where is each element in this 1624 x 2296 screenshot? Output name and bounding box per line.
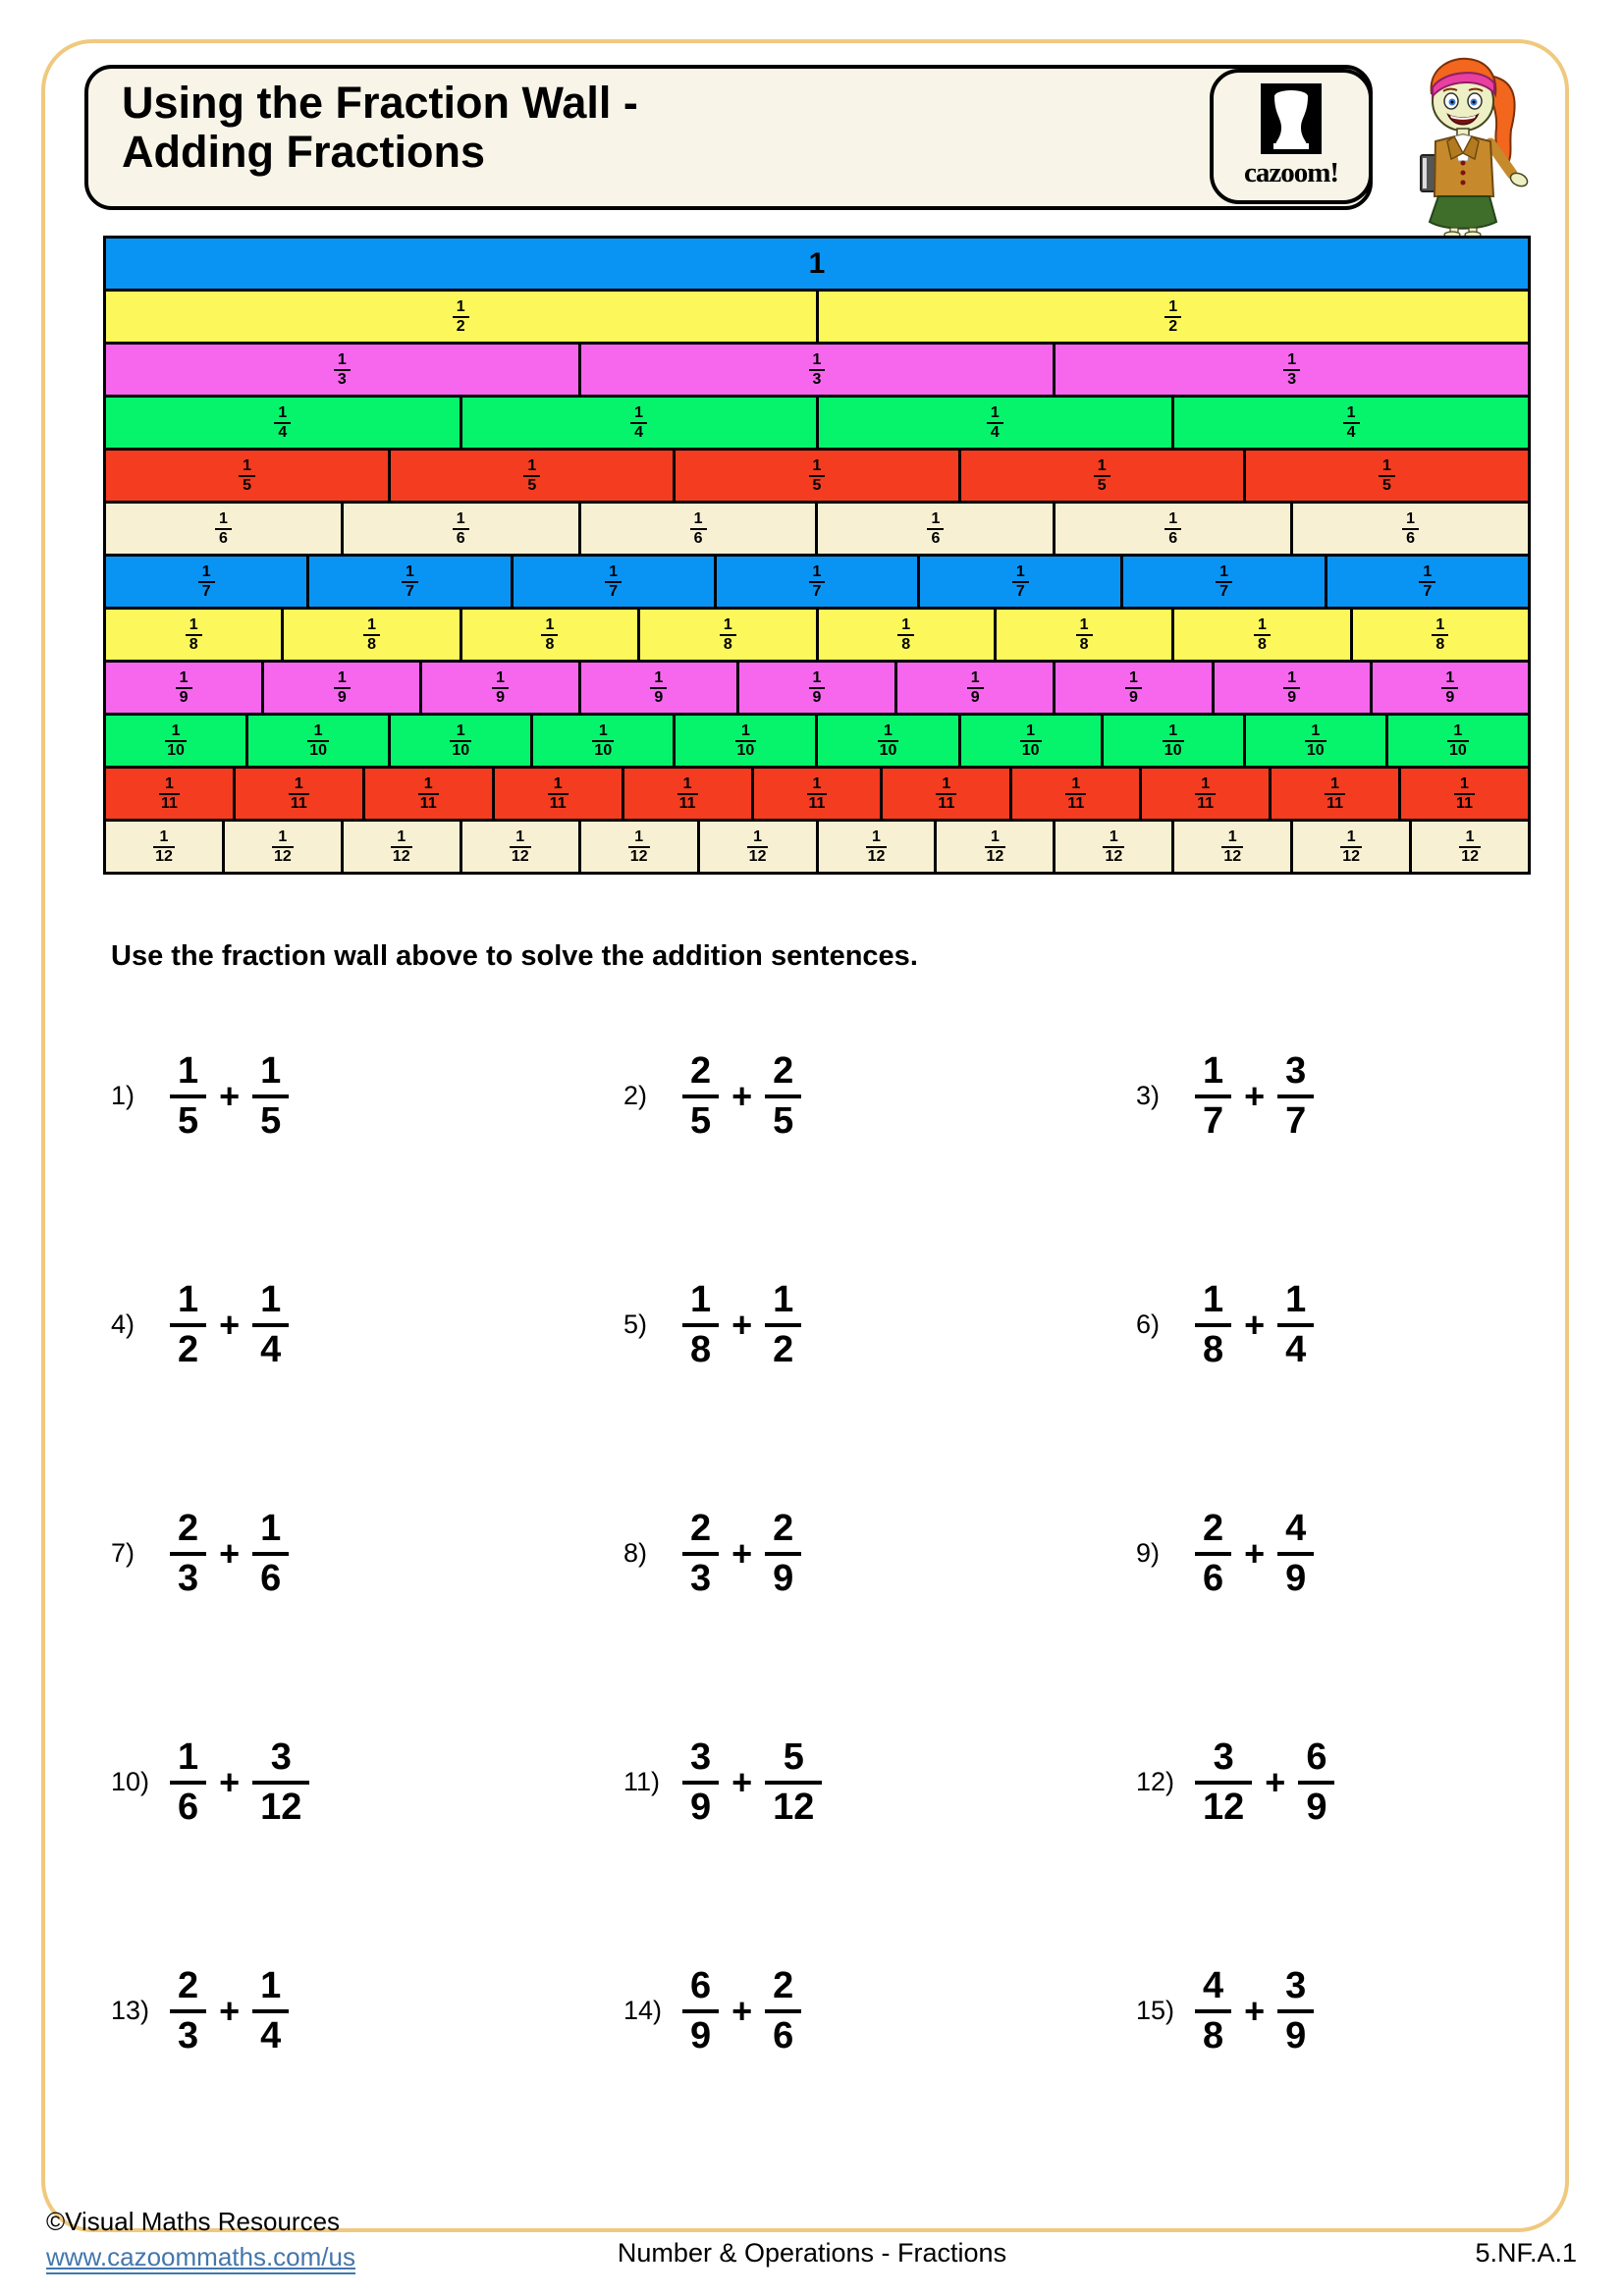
plus-sign: + [219, 1532, 241, 1574]
fraction-b: $\frac{3}{7}$ [1277, 1052, 1314, 1141]
fraction-cell-1-11 [236, 769, 365, 819]
fraction-a: $\frac{3}{9}$ [682, 1738, 719, 1827]
problem-14 [623, 1964, 1136, 2056]
whole-label: 1 [808, 246, 826, 280]
fraction-cell-1-11 [624, 769, 754, 819]
cell-fraction-label: $\frac{1}{2}$ [1164, 299, 1181, 335]
cazoom-logo [1210, 69, 1373, 204]
cell-fraction-label: $\frac{1}{4}$ [630, 405, 647, 441]
fraction-cell-1-6 [818, 504, 1056, 554]
cazoom-logo-text: cazoom! [1243, 157, 1339, 188]
cell-fraction-label: $\frac{1}{4}$ [1343, 405, 1360, 441]
cell-fraction-label: $\frac{1}{10}$ [452, 721, 470, 759]
fraction-cell-1-6 [106, 504, 344, 554]
fraction-a: $\frac{1}{2}$ [170, 1281, 206, 1369]
fraction-a: $\frac{1}{7}$ [1195, 1052, 1231, 1141]
fraction-cell-1-12 [819, 822, 938, 872]
fraction-cell-1-9 [422, 663, 580, 713]
cell-fraction-label: $\frac{1}{8}$ [363, 617, 380, 653]
fraction-cell-1-10 [676, 716, 818, 766]
fraction-cell-1-11 [1401, 769, 1528, 819]
problem-6 [1136, 1278, 1486, 1370]
cell-fraction-label: $\frac{1}{12}$ [629, 828, 648, 865]
fraction-cell-1-8 [640, 610, 818, 660]
problem-1 [111, 1049, 623, 1142]
problem-number: 4) [111, 1309, 135, 1339]
fraction-b: $\frac{4}{9}$ [1277, 1510, 1314, 1598]
fraction-cell-1-10 [1104, 716, 1246, 766]
fraction-cell-1-4 [819, 398, 1175, 448]
cell-fraction-label: $\frac{1}{4}$ [274, 405, 291, 441]
fraction-a: $\frac{3}{12}$ [1195, 1738, 1252, 1827]
fraction-a: $\frac{1}{8}$ [1195, 1281, 1231, 1369]
fraction-cell-1-12 [462, 822, 581, 872]
problem-13 [111, 1964, 623, 2056]
cell-fraction-label: $\frac{1}{5}$ [1094, 458, 1110, 494]
fraction-cell-1-9 [897, 663, 1056, 713]
problems-grid [111, 982, 1486, 2125]
cell-fraction-label: $\frac{1}{11}$ [678, 774, 696, 812]
cell-fraction-label: $\frac{1}{12}$ [392, 828, 410, 865]
cazoom-goblet-icon [1261, 83, 1322, 154]
fraction-wall-row-6 [106, 504, 1528, 557]
problem-8 [623, 1507, 1136, 1599]
fraction-b: $\frac{1}{4}$ [252, 1281, 289, 1369]
cell-fraction-label: $\frac{1}{8}$ [186, 617, 202, 653]
cell-fraction-label: $\frac{1}{11}$ [938, 774, 955, 812]
fraction-cell-1-12 [344, 822, 462, 872]
fraction-cell-1-7 [309, 557, 513, 607]
problem-number: 15) [1136, 1996, 1175, 2025]
fraction-cell-1-10 [106, 716, 248, 766]
footer-copyright: ©Visual Maths Resources [46, 2207, 341, 2236]
cell-fraction-label: $\frac{1}{9}$ [1283, 670, 1300, 706]
cell-fraction-label: $\frac{1}{12}$ [1342, 828, 1361, 865]
cell-fraction-label: $\frac{1}{12}$ [1461, 828, 1479, 865]
problem-3 [1136, 1049, 1486, 1142]
fraction-wall-row-11 [106, 769, 1528, 822]
cell-fraction-label: $\frac{1}{9}$ [809, 670, 826, 706]
fraction-cell-1-12 [1293, 822, 1412, 872]
plus-sign: + [731, 1761, 753, 1802]
cell-fraction-label: $\frac{1}{5}$ [1379, 458, 1395, 494]
fraction-cell-1-12 [225, 822, 344, 872]
cell-fraction-label: $\frac{1}{10}$ [1164, 721, 1182, 759]
plus-sign: + [219, 1990, 241, 2031]
fraction-wall-row-7 [106, 557, 1528, 610]
fraction-cell-1-6 [1293, 504, 1528, 554]
fraction-wall-row-3 [106, 345, 1528, 398]
problem-10 [111, 1735, 623, 1828]
fraction-b: $\frac{1}{2}$ [765, 1281, 801, 1369]
fraction-cell-1-4 [1174, 398, 1528, 448]
fraction-cell-1-11 [754, 769, 884, 819]
page-title-line1: Using the Fraction Wall - [122, 78, 638, 128]
cell-fraction-label: $\frac{1}{8}$ [720, 617, 736, 653]
cell-fraction-label: $\frac{1}{12}$ [511, 828, 529, 865]
fraction-cell-1-7 [514, 557, 717, 607]
fraction-cell-1-1 [106, 239, 1528, 289]
fraction-cell-1-10 [391, 716, 533, 766]
cell-fraction-label: $\frac{1}{6}$ [1402, 511, 1419, 547]
page-title-line2: Adding Fractions [122, 127, 485, 178]
fraction-cell-1-8 [1174, 610, 1352, 660]
fraction-cell-1-12 [1412, 822, 1528, 872]
fraction-a: $\frac{2}{3}$ [170, 1967, 206, 2056]
fraction-wall-row-1 [106, 239, 1528, 292]
fraction-cell-1-12 [1056, 822, 1174, 872]
fraction-b: $\frac{2}{5}$ [765, 1052, 801, 1141]
fraction-cell-1-7 [1123, 557, 1326, 607]
fraction-b: $\frac{3}{12}$ [252, 1738, 309, 1827]
problem-number: 5) [623, 1309, 648, 1339]
fraction-cell-1-9 [264, 663, 422, 713]
fraction-cell-1-11 [365, 769, 495, 819]
plus-sign: + [731, 1075, 753, 1116]
cell-fraction-label: $\frac{1}{10}$ [1448, 721, 1467, 759]
fraction-b: $\frac{2}{6}$ [765, 1967, 801, 2056]
cell-fraction-label: $\frac{1}{11}$ [160, 774, 178, 812]
fraction-a: $\frac{6}{9}$ [682, 1967, 719, 2056]
cell-fraction-label: $\frac{1}{11}$ [419, 774, 437, 812]
cell-fraction-label: $\frac{1}{4}$ [987, 405, 1003, 441]
problem-7 [111, 1507, 623, 1599]
fraction-b: $\frac{1}{4}$ [1277, 1281, 1314, 1369]
fraction-cell-1-10 [818, 716, 960, 766]
plus-sign: + [219, 1761, 241, 1802]
fraction-wall-row-10 [106, 716, 1528, 769]
problem-number: 6) [1136, 1309, 1161, 1339]
footer-website-link[interactable]: www.cazoommaths.com/us [46, 2242, 355, 2274]
fraction-cell-1-6 [581, 504, 819, 554]
fraction-cell-1-9 [1373, 663, 1528, 713]
problem-number: 9) [1136, 1538, 1161, 1568]
cell-fraction-label: $\frac{1}{10}$ [1306, 721, 1325, 759]
fraction-cell-1-9 [1215, 663, 1373, 713]
fraction-wall-row-4 [106, 398, 1528, 451]
cell-fraction-label: $\frac{1}{12}$ [986, 828, 1004, 865]
fraction-cell-1-10 [1388, 716, 1528, 766]
cell-fraction-label: $\frac{1}{7}$ [198, 564, 215, 600]
cell-fraction-label: $\frac{1}{12}$ [273, 828, 292, 865]
fraction-cell-1-11 [1272, 769, 1401, 819]
plus-sign: + [731, 1304, 753, 1345]
cell-fraction-label: $\frac{1}{9}$ [967, 670, 984, 706]
cell-fraction-label: $\frac{1}{11}$ [290, 774, 307, 812]
problem-number: 13) [111, 1996, 150, 2025]
fraction-a: $\frac{2}{6}$ [1195, 1510, 1231, 1598]
cell-fraction-label: $\frac{1}{8}$ [897, 617, 914, 653]
fraction-cell-1-8 [106, 610, 284, 660]
cell-fraction-label: $\frac{1}{12}$ [867, 828, 886, 865]
fraction-wall-row-8 [106, 610, 1528, 663]
cell-fraction-label: $\frac{1}{5}$ [523, 458, 540, 494]
cell-fraction-label: $\frac{1}{11}$ [1197, 774, 1215, 812]
problem-12 [1136, 1735, 1486, 1828]
fraction-cell-1-3 [581, 345, 1056, 395]
fraction-cell-1-12 [581, 822, 700, 872]
problem-number: 1) [111, 1081, 135, 1110]
fraction-cell-1-4 [106, 398, 462, 448]
fraction-cell-1-11 [106, 769, 236, 819]
cell-fraction-label: $\frac{1}{3}$ [809, 352, 826, 388]
cell-fraction-label: $\frac{1}{9}$ [176, 670, 192, 706]
plus-sign: + [219, 1075, 241, 1116]
cell-fraction-label: $\frac{1}{11}$ [549, 774, 567, 812]
fraction-wall-row-9 [106, 663, 1528, 716]
fraction-cell-1-11 [883, 769, 1012, 819]
problem-number: 3) [1136, 1081, 1161, 1110]
fraction-a: $\frac{1}{6}$ [170, 1738, 206, 1827]
cell-fraction-label: $\frac{1}{6}$ [927, 511, 944, 547]
fraction-a: $\frac{4}{8}$ [1195, 1967, 1231, 2056]
fraction-cell-1-10 [248, 716, 391, 766]
fraction-a: $\frac{2}{5}$ [682, 1052, 719, 1141]
problem-11 [623, 1735, 1136, 1828]
cell-fraction-label: $\frac{1}{12}$ [155, 828, 173, 865]
fraction-b: $\frac{5}{12}$ [765, 1738, 822, 1827]
cell-fraction-label: $\frac{1}{7}$ [1012, 564, 1029, 600]
fraction-cell-1-8 [819, 610, 997, 660]
cell-fraction-label: $\frac{1}{10}$ [167, 721, 185, 759]
problem-number: 2) [623, 1081, 648, 1110]
problem-4 [111, 1278, 623, 1370]
cell-fraction-label: $\frac{1}{2}$ [453, 299, 469, 335]
fraction-cell-1-7 [1327, 557, 1528, 607]
fraction-cell-1-9 [581, 663, 739, 713]
fraction-a: $\frac{1}{5}$ [170, 1052, 206, 1141]
cell-fraction-label: $\frac{1}{10}$ [736, 721, 755, 759]
fraction-cell-1-7 [920, 557, 1123, 607]
fraction-cell-1-10 [1246, 716, 1388, 766]
cell-fraction-label: $\frac{1}{6}$ [690, 511, 707, 547]
fraction-a: $\frac{1}{8}$ [682, 1281, 719, 1369]
cell-fraction-label: $\frac{1}{10}$ [1021, 721, 1040, 759]
teacher-character-illustration [1394, 49, 1563, 238]
fraction-cell-1-2 [819, 292, 1529, 342]
cell-fraction-label: $\frac{1}{11}$ [1456, 774, 1473, 812]
fraction-cell-1-3 [1056, 345, 1528, 395]
problem-number: 11) [623, 1767, 661, 1796]
cell-fraction-label: $\frac{1}{3}$ [1283, 352, 1300, 388]
footer-standard-code: 5.NF.A.1 [1475, 2238, 1577, 2268]
title-box [84, 65, 1373, 210]
fraction-cell-1-7 [717, 557, 920, 607]
fraction-b: $\frac{1}{5}$ [252, 1052, 289, 1141]
fraction-cell-1-5 [961, 451, 1246, 501]
cell-fraction-label: $\frac{1}{9}$ [334, 670, 351, 706]
cell-fraction-label: $\frac{1}{11}$ [1067, 774, 1085, 812]
fraction-cell-1-12 [1174, 822, 1293, 872]
cell-fraction-label: $\frac{1}{7}$ [402, 564, 418, 600]
cell-fraction-label: $\frac{1}{9}$ [492, 670, 509, 706]
fraction-b: $\frac{6}{9}$ [1298, 1738, 1334, 1827]
fraction-cell-1-2 [106, 292, 819, 342]
cell-fraction-label: $\frac{1}{7}$ [1419, 564, 1435, 600]
fraction-cell-1-8 [1353, 610, 1528, 660]
fraction-cell-1-5 [676, 451, 960, 501]
page-title [88, 69, 1369, 178]
problem-9 [1136, 1507, 1486, 1599]
fraction-b: $\frac{1}{6}$ [252, 1510, 289, 1598]
plus-sign: + [1244, 1304, 1266, 1345]
cell-fraction-label: $\frac{1}{7}$ [809, 564, 826, 600]
fraction-cell-1-11 [1012, 769, 1142, 819]
problem-2 [623, 1049, 1136, 1142]
cell-fraction-label: $\frac{1}{10}$ [309, 721, 328, 759]
cell-fraction-label: $\frac{1}{6}$ [215, 511, 232, 547]
fraction-cell-1-4 [462, 398, 819, 448]
problem-number: 10) [111, 1767, 150, 1796]
cell-fraction-label: $\frac{1}{6}$ [1164, 511, 1181, 547]
problem-number: 14) [623, 1996, 663, 2025]
plus-sign: + [1244, 1075, 1266, 1116]
fraction-cell-1-9 [739, 663, 897, 713]
plus-sign: + [1244, 1990, 1266, 2031]
cell-fraction-label: $\frac{1}{12}$ [1223, 828, 1242, 865]
fraction-cell-1-6 [1056, 504, 1293, 554]
cell-fraction-label: $\frac{1}{8}$ [1076, 617, 1093, 653]
fraction-a: $\frac{2}{3}$ [682, 1510, 719, 1598]
fraction-cell-1-3 [106, 345, 581, 395]
problem-5 [623, 1278, 1136, 1370]
fraction-cell-1-8 [284, 610, 461, 660]
problem-15 [1136, 1964, 1486, 2056]
fraction-cell-1-8 [997, 610, 1174, 660]
fraction-b: $\frac{3}{9}$ [1277, 1967, 1314, 2056]
fraction-cell-1-9 [1056, 663, 1214, 713]
cell-fraction-label: $\frac{1}{10}$ [879, 721, 897, 759]
cell-fraction-label: $\frac{1}{10}$ [594, 721, 613, 759]
plus-sign: + [1265, 1761, 1286, 1802]
fraction-wall-row-2 [106, 292, 1528, 345]
fraction-a: $\frac{2}{3}$ [170, 1510, 206, 1598]
fraction-cell-1-5 [106, 451, 391, 501]
cell-fraction-label: $\frac{1}{12}$ [1105, 828, 1123, 865]
cell-fraction-label: $\frac{1}{8}$ [541, 617, 558, 653]
cell-fraction-label: $\frac{1}{9}$ [650, 670, 667, 706]
cell-fraction-label: $\frac{1}{11}$ [808, 774, 826, 812]
fraction-cell-1-12 [937, 822, 1056, 872]
fraction-cell-1-11 [1142, 769, 1272, 819]
cell-fraction-label: $\frac{1}{7}$ [605, 564, 622, 600]
fraction-cell-1-5 [391, 451, 676, 501]
plus-sign: + [1244, 1532, 1266, 1574]
fraction-cell-1-7 [106, 557, 309, 607]
plus-sign: + [731, 1532, 753, 1574]
instruction-text: Use the fraction wall above to solve the addition sentences. [111, 940, 918, 972]
fraction-cell-1-12 [700, 822, 819, 872]
fraction-cell-1-8 [462, 610, 640, 660]
cell-fraction-label: $\frac{1}{9}$ [1441, 670, 1458, 706]
fraction-cell-1-10 [961, 716, 1104, 766]
fraction-b: $\frac{1}{4}$ [252, 1967, 289, 2056]
fraction-cell-1-10 [533, 716, 676, 766]
fraction-cell-1-6 [344, 504, 581, 554]
cell-fraction-label: $\frac{1}{11}$ [1326, 774, 1344, 812]
plus-sign: + [731, 1990, 753, 2031]
fraction-wall-row-5 [106, 451, 1528, 504]
fraction-cell-1-12 [106, 822, 225, 872]
cell-fraction-label: $\frac{1}{9}$ [1125, 670, 1142, 706]
cell-fraction-label: $\frac{1}{5}$ [239, 458, 255, 494]
cell-fraction-label: $\frac{1}{5}$ [809, 458, 826, 494]
cell-fraction-label: $\frac{1}{8}$ [1254, 617, 1271, 653]
cell-fraction-label: $\frac{1}{8}$ [1432, 617, 1448, 653]
cell-fraction-label: $\frac{1}{7}$ [1216, 564, 1232, 600]
plus-sign: + [219, 1304, 241, 1345]
footer-topic: Number & Operations - Fractions [617, 2238, 1007, 2268]
fraction-wall-row-12 [106, 822, 1528, 872]
problem-number: 12) [1136, 1767, 1175, 1796]
fraction-cell-1-11 [495, 769, 624, 819]
problem-number: 8) [623, 1538, 648, 1568]
fraction-cell-1-9 [106, 663, 264, 713]
fraction-b: $\frac{2}{9}$ [765, 1510, 801, 1598]
cell-fraction-label: $\frac{1}{3}$ [334, 352, 351, 388]
fraction-cell-1-5 [1246, 451, 1528, 501]
problem-number: 7) [111, 1538, 135, 1568]
fraction-wall [103, 236, 1531, 875]
cell-fraction-label: $\frac{1}{12}$ [748, 828, 767, 865]
cell-fraction-label: $\frac{1}{6}$ [453, 511, 469, 547]
